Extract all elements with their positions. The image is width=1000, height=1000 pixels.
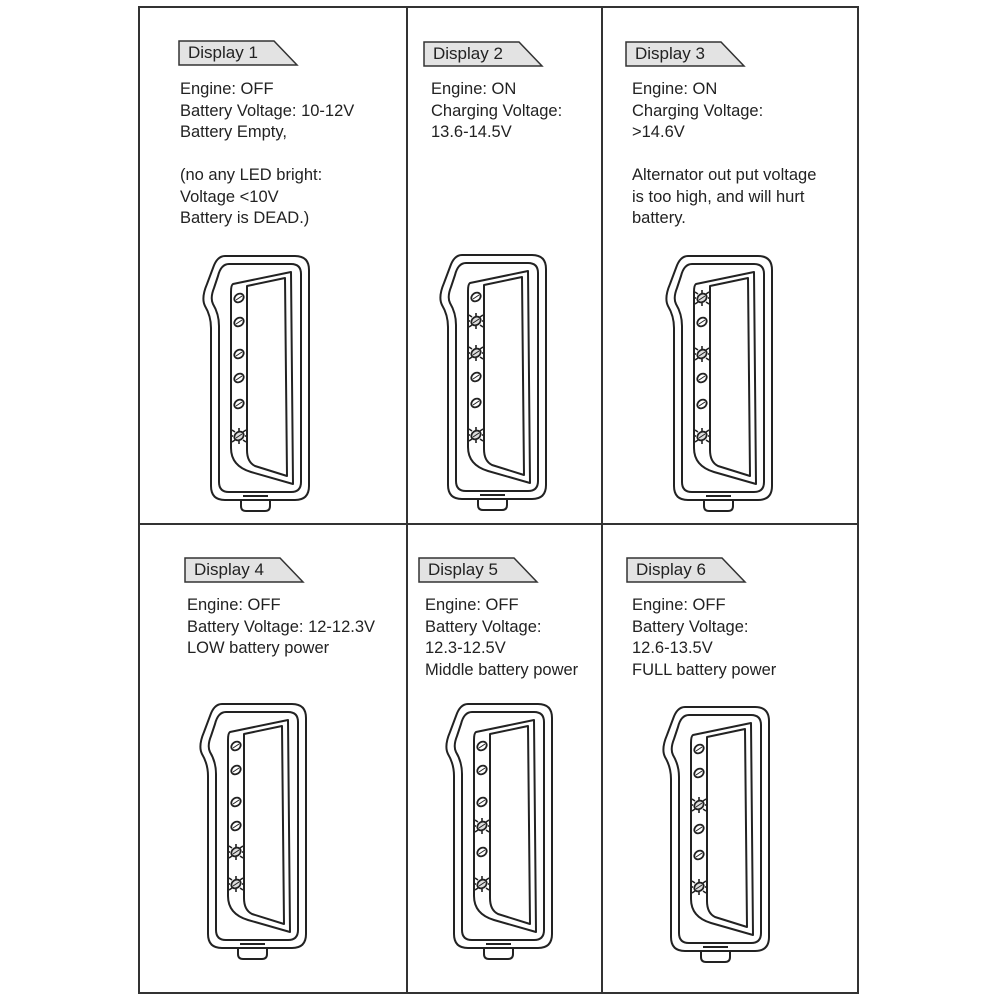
display-label: Display 3 (635, 44, 705, 63)
desc-line: Engine: OFF (425, 596, 519, 614)
display-tab (419, 558, 537, 582)
led-lit-icon (227, 844, 245, 860)
led-lit-icon (693, 428, 711, 444)
display-label: Display 2 (433, 44, 503, 63)
led-lit-icon (467, 427, 485, 443)
display-panel-3 (604, 9, 856, 522)
led-lit-icon (690, 879, 708, 895)
desc-line: Middle battery power (425, 660, 579, 679)
desc-line: Engine: OFF (632, 596, 726, 614)
display-label: Display 4 (194, 560, 264, 579)
desc-line: Battery Voltage: (632, 617, 749, 636)
led-off-icon (230, 764, 243, 776)
led-off-icon (233, 372, 246, 384)
led-off-icon (693, 823, 706, 835)
led-off-icon (476, 740, 489, 752)
display-description (180, 79, 354, 230)
desc-line: Engine: ON (632, 80, 718, 98)
display-description (632, 595, 776, 681)
led-lit-icon (227, 876, 245, 892)
desc-line: Charging Voltage: (632, 101, 764, 120)
desc-line: Charging Voltage: (431, 101, 563, 120)
desc-line: 12.6-13.5V (632, 639, 713, 657)
battery-monitor-device (446, 702, 556, 962)
display-tab (626, 42, 744, 66)
led-lit-icon (230, 428, 248, 444)
desc-line: >14.6V (632, 123, 685, 141)
desc-line: 12.3-12.5V (425, 639, 506, 657)
display-tab (185, 558, 303, 582)
display-panel-2 (409, 9, 600, 522)
desc-line: is too high, and will hurt (632, 187, 805, 206)
display-tab (179, 41, 297, 65)
led-lit-icon (467, 345, 485, 361)
led-off-icon (230, 740, 243, 752)
desc-line (180, 144, 354, 166)
desc-line: Battery Voltage: 12-12.3V (187, 617, 376, 636)
display-description (425, 595, 578, 681)
led-off-icon (693, 849, 706, 861)
desc-line: Battery Empty, (180, 123, 287, 141)
display-label: Display 1 (188, 43, 258, 62)
led-lit-icon (693, 290, 711, 306)
led-off-icon (233, 348, 246, 360)
desc-line: Battery is DEAD.) (180, 209, 310, 227)
led-off-icon (233, 292, 246, 304)
display-label: Display 5 (428, 560, 498, 579)
led-off-icon (693, 743, 706, 755)
led-off-icon (470, 371, 483, 383)
led-off-icon (230, 796, 243, 808)
display-description (431, 79, 562, 144)
desc-line: LOW battery power (187, 639, 330, 657)
desc-line: Engine: OFF (180, 80, 274, 98)
desc-line: Battery Voltage: 10-12V (180, 101, 355, 120)
device-outline (440, 253, 550, 513)
led-off-icon (233, 316, 246, 328)
desc-line: Engine: ON (431, 80, 517, 98)
desc-line (632, 144, 816, 166)
desc-line: Engine: OFF (187, 596, 281, 614)
desc-line: (no any LED bright: (180, 166, 323, 184)
battery-monitor-device (200, 702, 310, 962)
led-off-icon (696, 372, 709, 384)
led-lit-icon (473, 818, 491, 834)
desc-line: battery. (632, 209, 686, 227)
display-description (187, 595, 375, 660)
display-label: Display 6 (636, 560, 706, 579)
display-tab (627, 558, 745, 582)
desc-line: Alternator out put voltage (632, 166, 817, 184)
battery-monitor-device (663, 705, 773, 965)
display-tab (424, 42, 542, 66)
device-outline (203, 254, 313, 514)
led-off-icon (476, 764, 489, 776)
led-off-icon (696, 398, 709, 410)
desc-line: Voltage <10V (180, 187, 279, 206)
display-panel-5 (409, 526, 600, 991)
led-off-icon (470, 397, 483, 409)
battery-monitor-device (666, 254, 776, 514)
led-off-icon (693, 767, 706, 779)
desc-line: 13.6-14.5V (431, 123, 512, 141)
desc-line: Battery Voltage: (425, 617, 542, 636)
led-lit-icon (690, 797, 708, 813)
led-lit-icon (473, 876, 491, 892)
device-outline (666, 254, 776, 514)
device-outline (663, 705, 773, 965)
led-off-icon (696, 316, 709, 328)
led-off-icon (230, 820, 243, 832)
led-off-icon (470, 291, 483, 303)
desc-line: FULL battery power (632, 660, 777, 679)
led-lit-icon (693, 346, 711, 362)
display-description (632, 79, 816, 230)
led-off-icon (476, 796, 489, 808)
display-panel-1 (141, 9, 405, 522)
led-off-icon (476, 846, 489, 858)
display-panel-6 (604, 526, 856, 991)
led-off-icon (233, 398, 246, 410)
display-panel-4 (141, 526, 405, 991)
led-lit-icon (467, 313, 485, 329)
device-outline (200, 702, 310, 962)
device-outline (446, 702, 556, 962)
battery-monitor-device (203, 254, 313, 514)
battery-monitor-device (440, 253, 550, 513)
